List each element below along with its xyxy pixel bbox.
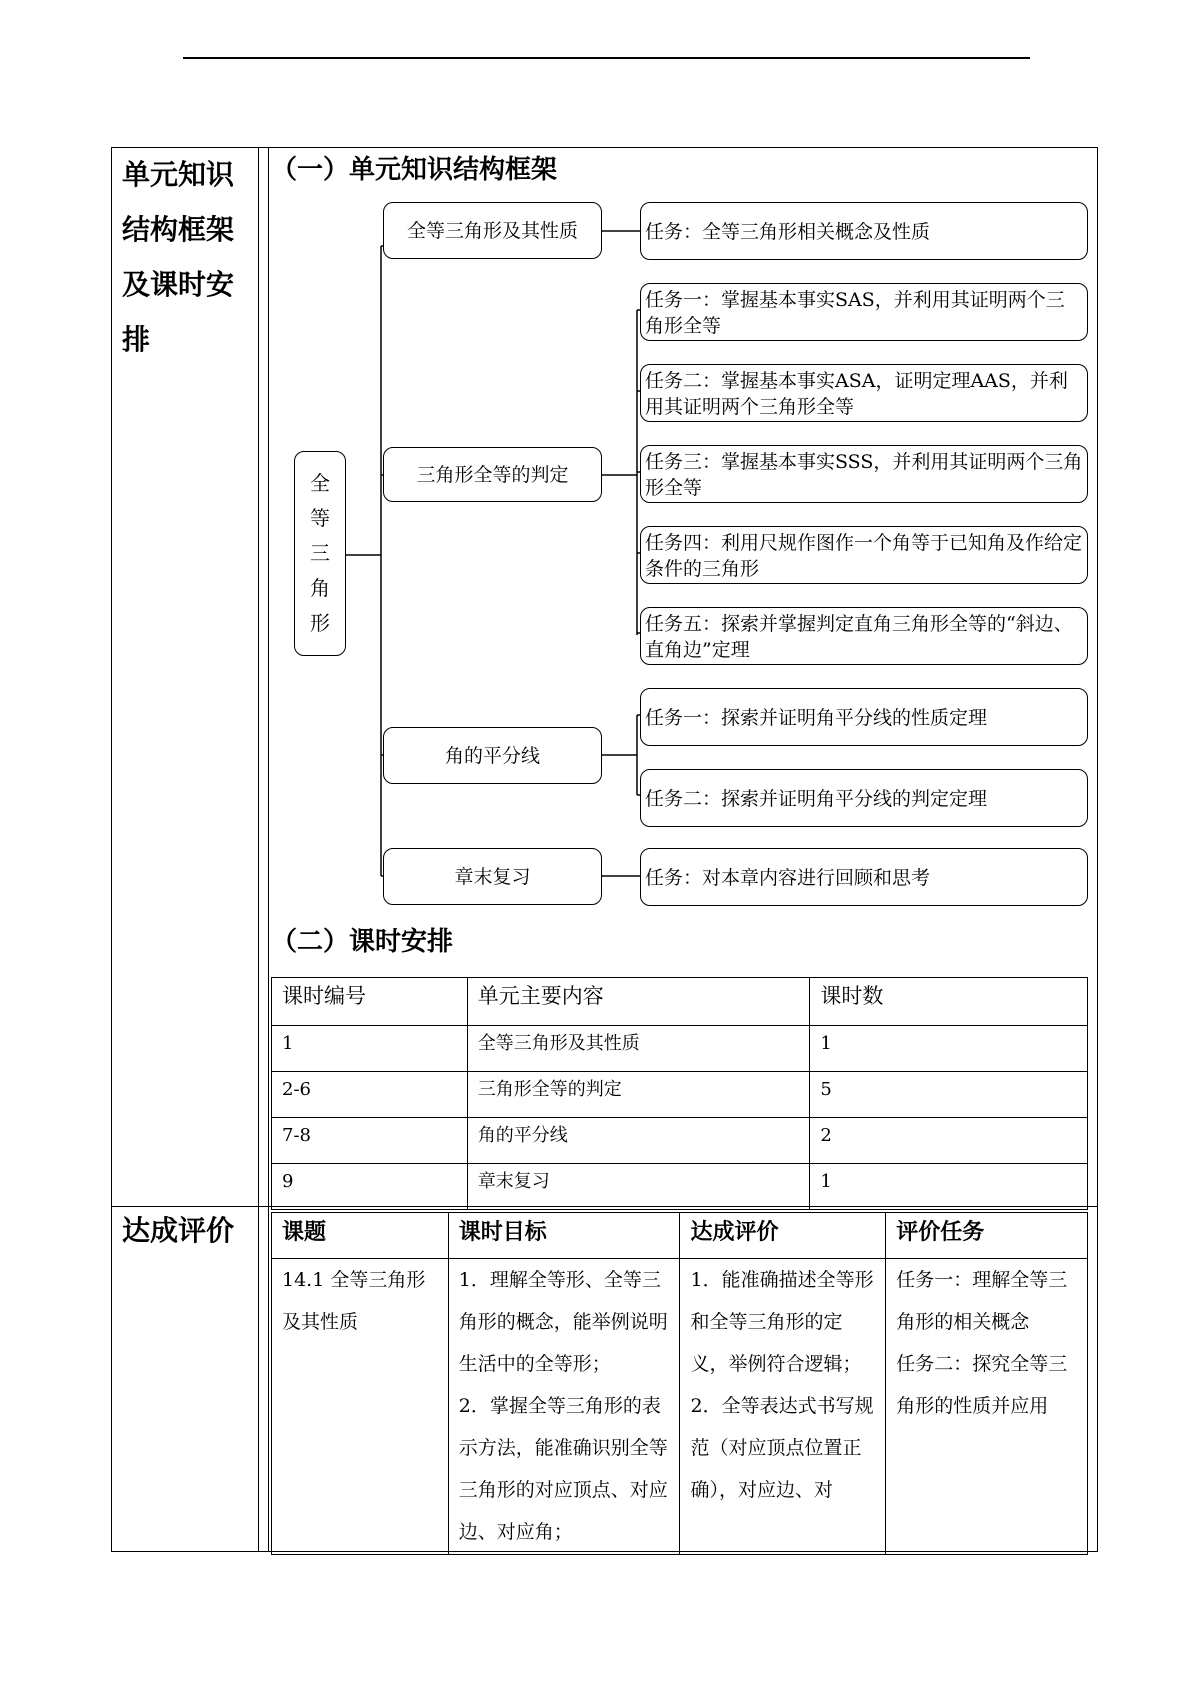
heading-framework: （一）单元知识结构框架	[271, 155, 558, 185]
schedule-table	[271, 977, 1088, 1210]
outer-right-border	[1097, 147, 1098, 1552]
schedule-row: 9 章末复习 1	[272, 1164, 1088, 1210]
achievement-evaluation-cell: 1．能准确描述全等形和全等三角形的定义，举例符合逻辑； 2．全等表达式书写规范（对应顶点位置正确），对应边、对	[680, 1259, 886, 1555]
evaluation-table	[271, 1212, 1088, 1555]
task-node: 任务二：掌握基本事实ASA，证明定理AAS，并利用其证明两个三角形全等	[640, 364, 1088, 422]
task-node: 任务：全等三角形相关概念及性质	[640, 202, 1088, 260]
task-node: 任务一：探索并证明角平分线的性质定理	[640, 688, 1088, 746]
branch-node-criteria: 三角形全等的判定	[383, 447, 602, 502]
heading-schedule: （二）课时安排	[271, 927, 454, 957]
schedule-row: 2-6 三角形全等的判定 5	[272, 1072, 1088, 1118]
schedule-header-cell: 单元主要内容	[467, 978, 810, 1026]
schedule-header-cell: 课时数	[810, 978, 1088, 1026]
branch-node-review: 章末复习	[383, 848, 602, 905]
inner-column-divider	[268, 147, 269, 1552]
root-char: 全	[310, 471, 330, 495]
root-char: 等	[310, 506, 330, 530]
task-node: 任务一：掌握基本事实SAS，并利用其证明两个三角形全等	[640, 283, 1088, 341]
section-label-evaluation: 达成评价	[122, 1214, 235, 1247]
schedule-row: 1 全等三角形及其性质 1	[272, 1026, 1088, 1072]
task-node: 任务五：探索并掌握判定直角三角形全等的“斜边、直角边”定理	[640, 607, 1088, 665]
task-node: 任务二：探索并证明角平分线的判定定理	[640, 769, 1088, 827]
evaluation-header-cell: 评价任务	[886, 1213, 1088, 1259]
outer-column-divider	[258, 147, 259, 1552]
branch-node-properties: 全等三角形及其性质	[383, 202, 602, 259]
root-char: 三	[310, 541, 330, 565]
evaluation-header-cell: 达成评价	[680, 1213, 886, 1259]
section-label-framework: 单元知识 结构框架 及课时安 排	[122, 158, 235, 356]
schedule-header-row	[272, 978, 1088, 1026]
evaluation-header-cell: 课时目标	[448, 1213, 680, 1259]
lesson-goals-cell: 1．理解全等形、全等三角形的概念，能举例说明生活中的全等形； 2．掌握全等三角形的表示方法，能准确识别全等三角形的对应顶点、对应边、对应角；	[448, 1259, 680, 1555]
evaluation-header-cell: 课题	[272, 1213, 449, 1259]
schedule-header-cell: 课时编号	[272, 978, 468, 1026]
evaluation-header-row	[272, 1213, 1088, 1259]
outer-left-border	[111, 147, 112, 1552]
page-header-rule	[183, 57, 1030, 59]
outer-top-border	[111, 147, 1098, 148]
lesson-topic-cell: 14.1 全等三角形及其性质	[272, 1259, 449, 1555]
task-node: 任务四：利用尺规作图作一个角等于已知角及作给定条件的三角形	[640, 526, 1088, 584]
task-node: 任务：对本章内容进行回顾和思考	[640, 848, 1088, 906]
root-char: 形	[310, 611, 330, 635]
root-char: 角	[310, 576, 330, 600]
evaluation-tasks-cell: 任务一：理解全等三角形的相关概念 任务二：探究全等三角形的性质并应用	[886, 1259, 1088, 1555]
schedule-row: 7-8 角的平分线 2	[272, 1118, 1088, 1164]
branch-node-angle-bisector: 角的平分线	[383, 727, 602, 784]
task-node: 任务三：掌握基本事实SSS，并利用其证明两个三角形全等	[640, 445, 1088, 503]
evaluation-row	[272, 1259, 1088, 1555]
